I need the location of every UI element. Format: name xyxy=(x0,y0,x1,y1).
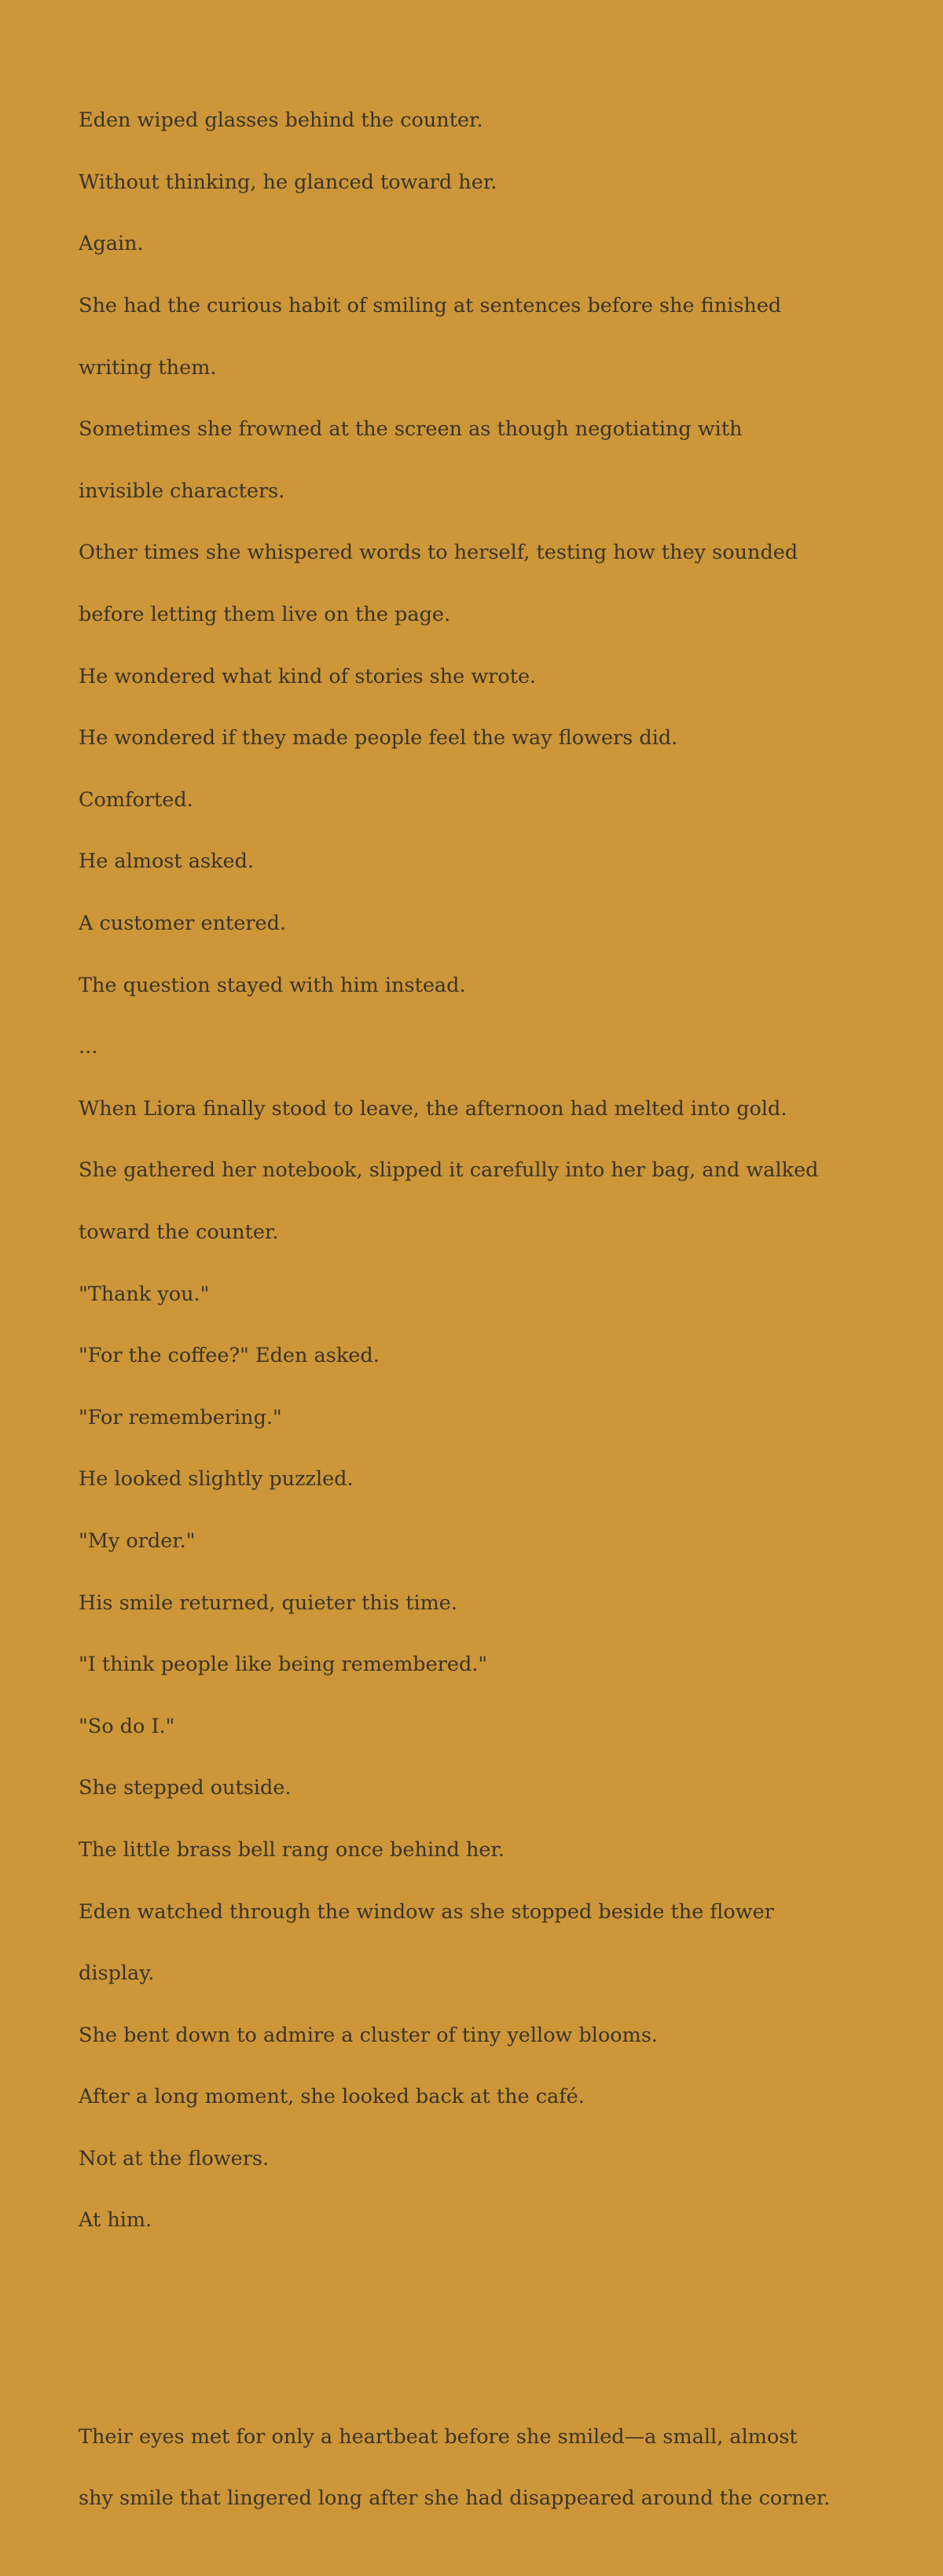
text-line: He wondered what kind of stories she wrote. xyxy=(79,664,537,688)
text-line: At him. xyxy=(79,2208,152,2233)
text-line: Other times she whispered words to herself, testing how they sounded xyxy=(79,541,798,565)
text-line: A customer entered. xyxy=(79,912,287,936)
dialogue-line: "I think people like being remembered." xyxy=(79,1653,488,1677)
dialogue-line: "For remembering." xyxy=(79,1405,282,1429)
text-line: writing them. xyxy=(79,355,217,380)
text-line: When Liora finally stood to leave, the afternoon had melted into gold. xyxy=(79,1096,787,1121)
paragraph-gap xyxy=(79,2298,896,2328)
text-line: She stepped outside. xyxy=(79,1776,292,1800)
text-line: She had the curious habit of smiling at sentences before she finished xyxy=(79,294,782,318)
text-line: The question stayed with him instead. xyxy=(79,973,466,997)
text-line: His smile returned, quieter this time. xyxy=(79,1591,457,1615)
text-line: Sometimes she frowned at the screen as though negotiating with xyxy=(79,417,743,442)
text-line: Not at the flowers. xyxy=(79,2146,270,2171)
dialogue-line: "So do I." xyxy=(79,1714,175,1738)
text-line: Their eyes met for only a heartbeat before she smiled—a small, almost xyxy=(79,2424,798,2449)
text-line: He looked slightly puzzled. xyxy=(79,1467,354,1492)
text-line: She gathered her notebook, slipped it carefully into her bag, and walked xyxy=(79,1158,819,1183)
text-line: Eden wiped glasses behind the counter. xyxy=(79,108,483,133)
dialogue-line: "My order." xyxy=(79,1528,196,1553)
text-line: She bent down to admire a cluster of tiny yellow blooms. xyxy=(79,2023,659,2047)
dialogue-line: "Thank you." xyxy=(79,1282,210,1306)
text-line: invisible characters. xyxy=(79,479,285,503)
text-line: He wondered if they made people feel the way flowers did. xyxy=(79,726,678,750)
text-line: He almost asked. xyxy=(79,849,255,874)
text-line: Eden watched through the window as she stopped beside the flower xyxy=(79,1899,774,1924)
final-paragraph xyxy=(79,2391,896,2545)
text-line: before letting them live on the page. xyxy=(79,603,451,627)
section-break: ... xyxy=(79,1035,98,1059)
text-line: toward the counter. xyxy=(79,1220,279,1244)
text-line: Comforted. xyxy=(79,787,193,812)
text-line: The little brass bell rang once behind her. xyxy=(79,1837,505,1862)
text-line: After a long moment, she looked back at the café. xyxy=(79,2085,585,2109)
dialogue-line: "For the coffee?" Eden asked. xyxy=(79,1344,380,1368)
text-line: display. xyxy=(79,1961,155,1986)
text-line: shy smile that lingered long after she had disappeared around the corner. xyxy=(79,2486,831,2511)
story-text xyxy=(79,75,896,2576)
text-line: Without thinking, he glanced toward her. xyxy=(79,170,497,194)
text-line: Again. xyxy=(79,232,144,256)
